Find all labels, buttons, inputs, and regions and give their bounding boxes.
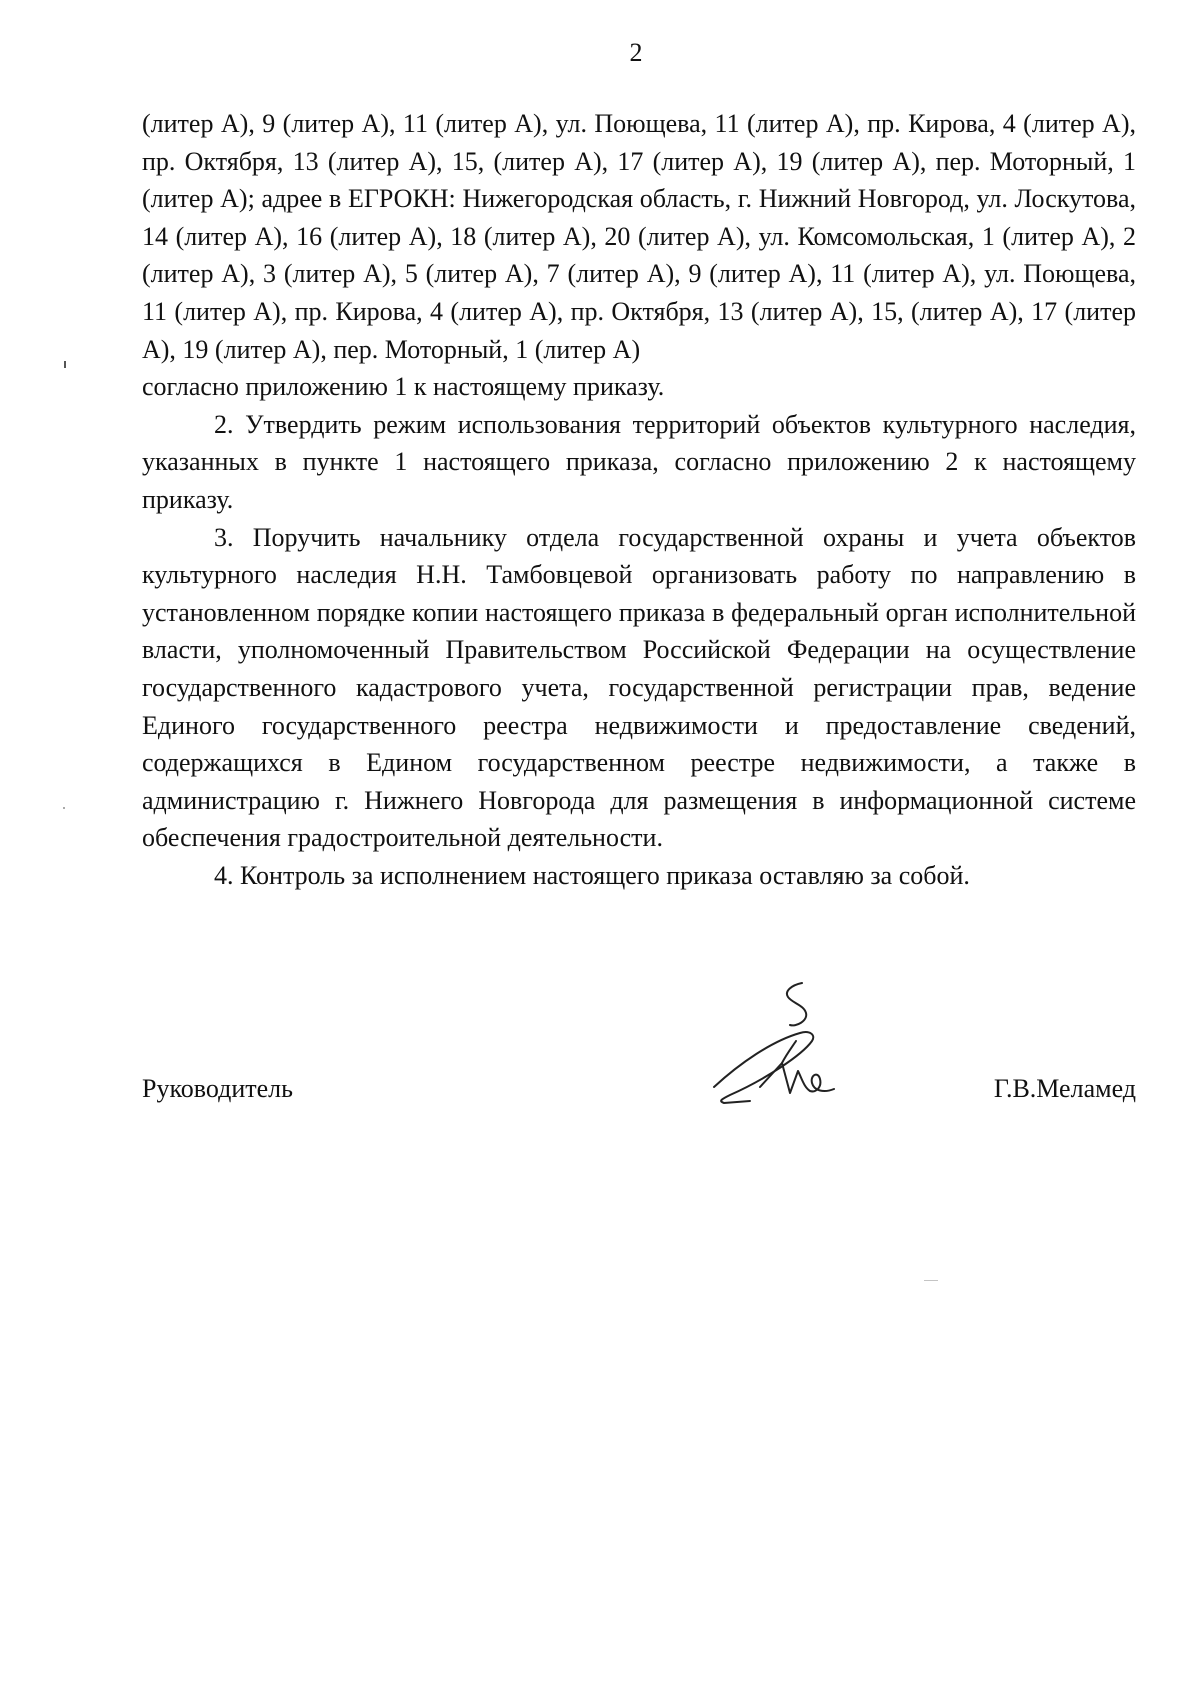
signatory-name: Г.В.Меламед bbox=[993, 1074, 1136, 1103]
scan-mark bbox=[63, 807, 65, 809]
paragraph-item-2: 2. Утвердить режим использования территорий объектов культурного наследия, указанных в пункте 1 настоящего приказа, согласно приложению 2 к настоящему приказу. bbox=[142, 409, 1136, 514]
page-number: 2 bbox=[629, 38, 643, 67]
scan-mark bbox=[64, 361, 66, 368]
paragraph-item-3: 3. Поручить начальнику отдела государственной охраны и учета объектов культурного наследия Н.Н. Тамбовцевой организовать работу по направлению в установленном порядке копии настоящего приказа в федеральный орган исполнительной власти, уполномоченный Правительством Российской Федерации на осуществление государственного кадастрового учета, государственной регистрации прав, ведение Единого государственного реестра недвижимости и предоставление сведений, содержащихся в Едином государственном реестре недвижимости, а также в администрацию г. Нижнего Новгорода для размещения в информационной системе обеспечения градостроительной деятельности. bbox=[142, 522, 1136, 853]
paragraph-appendix-reference: согласно приложению 1 к настоящему приказу. bbox=[142, 372, 665, 402]
paragraph-addresses-continued: (литер А), 9 (литер А), 11 (литер А), ул. Поющева, 11 (литер А), пр. Кирова, 4 (литер А), пр. Октября, 13 (литер А), 15, (литер А), 17 (литер А), 19 (литер А), пер. Моторный, 1 (литер А); адрее в ЕГРОКН: Нижегородская область, г. Нижний Новгород, ул. Лоскутова, 14 (литер А), 16 (литер А), 18 (литер А), 20 (литер А), ул. Комсомольская, 1 (литер А), 2 (литер А), 3 (литер А), 5 (литер А), 7 (литер А), 9 (литер А), 11 (литер А), ул. Поющева, 11 (литер А), пр. Кирова, 4 (литер А), пр. Октября, 13 (литер А), 15, (литер А), 17 (литер А), 19 (литер А), пер. Моторный, 1 (литер А) bbox=[142, 109, 1136, 364]
handwritten-signature-icon bbox=[700, 975, 860, 1130]
signatory-title: Руководитель bbox=[142, 1074, 293, 1103]
paragraph-item-4: 4. Контроль за исполнением настоящего приказа оставляю за собой. bbox=[214, 860, 970, 890]
scan-mark bbox=[924, 1280, 938, 1281]
document-body bbox=[142, 105, 1136, 894]
